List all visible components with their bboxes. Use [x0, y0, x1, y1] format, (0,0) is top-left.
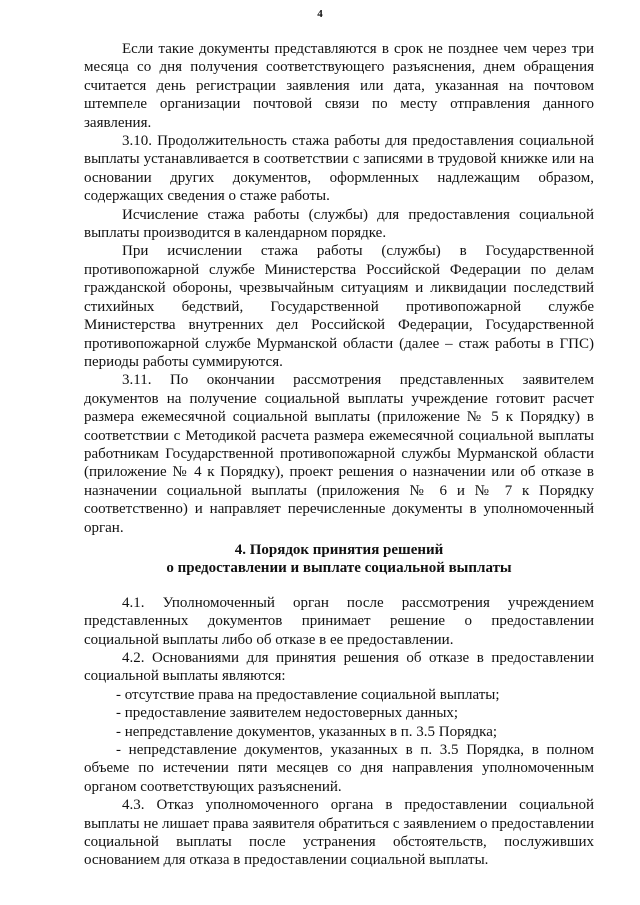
list-item: - непредставление документов, указанных в п. 3.5 Порядка, в полном объеме по истечении пяти месяцев со дня направления уполномоченным органом соответствующих разъяснений. — [84, 742, 594, 795]
paragraph-calendar-order: Исчисление стажа работы (службы) для предоставления социальной выплаты производится в календарном порядке. — [84, 206, 594, 242]
list-item: - предоставление заявителем недостоверных данных; — [116, 705, 459, 722]
paragraph-3-10: 3.10. Продолжительность стажа работы для предоставления социальной выплаты устанавливается в соответствии с записями в трудовой книжке или на основании других документов, оформленных надлежащим образом, содержащих сведения о стаже работы. — [84, 133, 594, 205]
paragraph-3-11: 3.11. По окончании рассмотрения представленных заявителем документов на получение социальной выплаты учреждение готовит расчет размера ежемесячной социальной выплаты (приложение № 5 к Порядку) в соответствии с Методикой расчета размера ежемесячной социальной выплаты работникам Государственной противопожарной службы Мурманской области (приложение № 4 к Порядку), проект решения о назначении или об отказе в назначении социальной выплаты (приложения № 6 и № 7 к Порядку соответственно) и направляет перечисленные документы в уполномоченный орган. — [84, 372, 594, 536]
paragraph-4-2: 4.2. Основаниями для принятия решения об отказе в предоставлении социальной выплаты являются: — [84, 650, 594, 685]
section-heading-line2: о предоставлении и выплате социальной выплаты — [166, 560, 512, 577]
list-item: - непредставление документов, указанных в п. 3.5 Порядка; — [116, 723, 498, 740]
paragraph-4-1: 4.1. Уполномоченный орган после рассмотрения учреждением представленных документов принимает решение о предоставлении социальной выплаты либо об отказе в ее предоставлении. — [84, 594, 594, 648]
section-heading — [84, 541, 594, 578]
paragraph-documents-deadline: Если такие документы представляются в срок не позднее чем через три месяца со дня получения соответствующего разъяснения, днем обращения считается день регистрации заявления или дата, указанная на почтовом штемпеле организации почтовой связи по месту отправления данного заявления. — [84, 41, 594, 131]
list-item: - отсутствие права на предоставление социальной выплаты; — [116, 686, 500, 703]
document-body — [84, 40, 594, 870]
page-number: 4 — [317, 8, 323, 20]
paragraph-4-3: 4.3. Отказ уполномоченного органа в предоставлении социальной выплаты не лишает права заявителя обратиться с заявлением о предоставлении социальной выплаты после устранения обстоятельств, послуживших основанием для отказа в предоставлении социальной выплаты. — [84, 797, 594, 869]
paragraph-gps-service: При исчислении стажа работы (службы) в Государственной противопожарной службе Министерства Российской Федерации по делам гражданской обороны, чрезвычайным ситуациям и ликвидации последствий стихийных бедствий, Государственной противопожарной службе Министерства внутренних дел Российской Федерации, Государственной противопожарной службе Мурманской области (далее – стаж работы в ГПС) периоды работы суммируются. — [84, 243, 594, 370]
section-heading-line1: 4. Порядок принятия решений — [234, 541, 444, 558]
